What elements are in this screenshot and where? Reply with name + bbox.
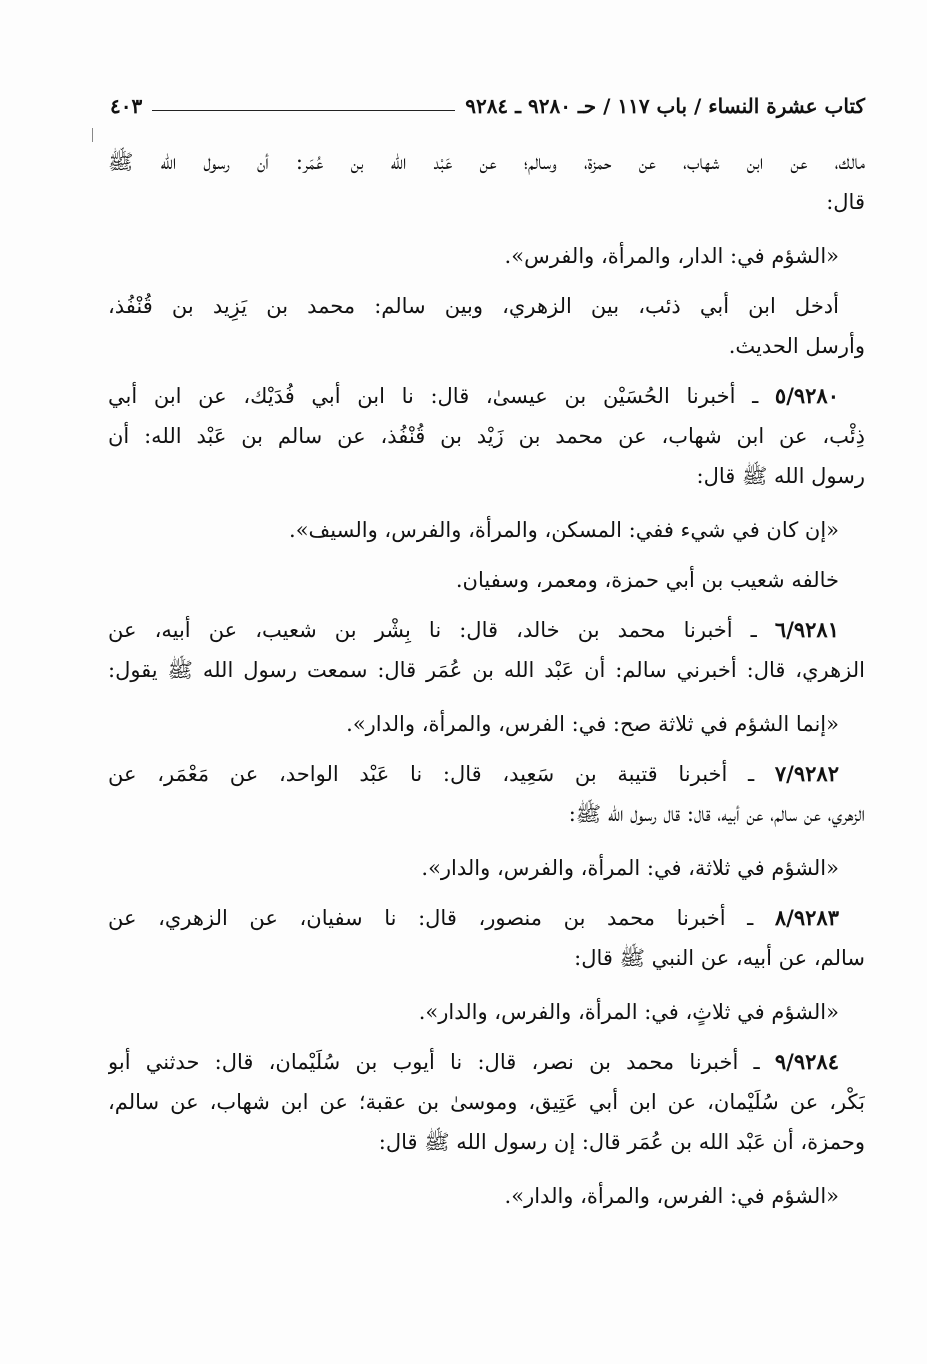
text-line: خالفه شعيب بن أبي حمزة، ومعمر، وسفيان. [455, 568, 839, 592]
text-line [108, 376, 865, 416]
hadith-9283 [108, 898, 865, 978]
hadith-quote [108, 510, 865, 550]
hadith-quote [108, 704, 865, 744]
hadith-9282 [108, 754, 865, 834]
text-line: «الشؤم في: الدار، والمرأة، والفرس». [504, 244, 839, 268]
text-line-content: ـ أخبرنا محمد بن منصور، قال: نا سفيان، عن الزهري، عن [108, 906, 754, 930]
text-line-content: ـ أخبرنا الحُسَيْن بن عيسىٰ، قال: نا ابن أبي فُدَيْك، عن ابن أبي [108, 384, 759, 408]
text-line: «إنما الشؤم في ثلاثة صح: في: الفرس، والمرأة، والدار». [346, 712, 839, 736]
text-line-content: ـ أخبرنا محمد بن نصر، قال: نا أيوب بن سُلَيْمان، قال: حدثني أبو [108, 1050, 760, 1074]
hadith-number: ٥/٩٢٨٠ [774, 383, 839, 408]
text-line: سالم، عن أبيه، عن النبي ﷺ قال: [574, 946, 865, 970]
hadith-quote [108, 1176, 865, 1216]
text-line: ذِئْب، عن ابن شهاب، عن محمد بن زَيْد بن قُنْفُذ، عن سالم بن عَبْد الله: أن [108, 424, 865, 448]
page-number: ٤٠٣ [110, 94, 143, 118]
hadith-number: ٧/٩٢٨٢ [774, 761, 839, 786]
text-line: مالك، عن ابن شهاب، عن حمزة، وسالم؛ عن عَبْد الله بن عُمَر: أن رسول الله ﷺ [108, 150, 865, 174]
hadith-quote [108, 236, 865, 276]
text-line: «إن كان في شيء ففي: المسكن، والمرأة، والفرس، والسيف». [289, 518, 839, 542]
running-header [110, 88, 865, 116]
text-line: رسول الله ﷺ قال: [696, 464, 865, 488]
hadith-number: ٨/٩٢٨٣ [774, 905, 839, 930]
text-line: «الشؤم في ثلاثة، في: المرأة، والفرس، والدار». [421, 856, 839, 880]
text-line-content: ـ أخبرنا محمد بن خالد، قال: نا بِشْر بن شعيب، عن أبيه، عن [108, 618, 757, 642]
text-line [108, 610, 865, 650]
text-line [108, 1042, 865, 1082]
text-line-content: ـ أخبرنا قتيبة بن سَعِيد، قال: نا عَبْد الواحد، عن مَعْمَر، عن [108, 762, 755, 786]
text-line: الزهري، عن سالم، عن أبيه، قال: قال رسول الله ﷺ: [568, 802, 865, 826]
text-line: أدخل ابن أبي ذئب، بين الزهري، وبين سالم: محمد بن يَزِيد بن قُنْفُذ، [108, 294, 839, 318]
text-line: وحمزة، أن عَبْد الله بن عُمَر قال: إن رسول الله ﷺ قال: [378, 1130, 865, 1154]
commentary-paragraph [108, 560, 865, 600]
hadith-quote [108, 848, 865, 888]
margin-mark [92, 128, 93, 142]
text-line: «الشؤم في: الفرس، والمرأة، والدار». [504, 1184, 839, 1208]
hadith-quote [108, 992, 865, 1032]
commentary-paragraph [108, 286, 865, 366]
text-line: قال: [826, 190, 865, 214]
page-body [108, 142, 865, 1216]
text-line: بَكْر، عن سُلَيْمان، عن ابن أبي عَتِيق، وموسىٰ بن عقبة؛ عن ابن شهاب، عن سالم، [108, 1090, 865, 1114]
hadith-9280 [108, 376, 865, 496]
text-line: «الشؤم في ثلاثٍ، في: المرأة، والفرس، والدار». [418, 1000, 839, 1024]
hadith-number: ٩/٩٢٨٤ [774, 1049, 839, 1074]
text-line [108, 754, 865, 794]
hadith-number: ٦/٩٢٨١ [774, 617, 839, 642]
header-rule [152, 110, 455, 111]
header-title: كتاب عشرة النساء / باب ١١٧ / حـ ٩٢٨٠ ـ ٩٢٨٤ [465, 94, 865, 118]
text-line: الزهري، قال: أخبرني سالم: أن عَبْد الله بن عُمَر قال: سمعت رسول الله ﷺ يقول: [108, 658, 865, 682]
paragraph-continuation [108, 142, 865, 222]
text-line [108, 898, 865, 938]
text-line: وأرسل الحديث. [728, 334, 865, 358]
hadith-9281 [108, 610, 865, 690]
hadith-9284 [108, 1042, 865, 1162]
